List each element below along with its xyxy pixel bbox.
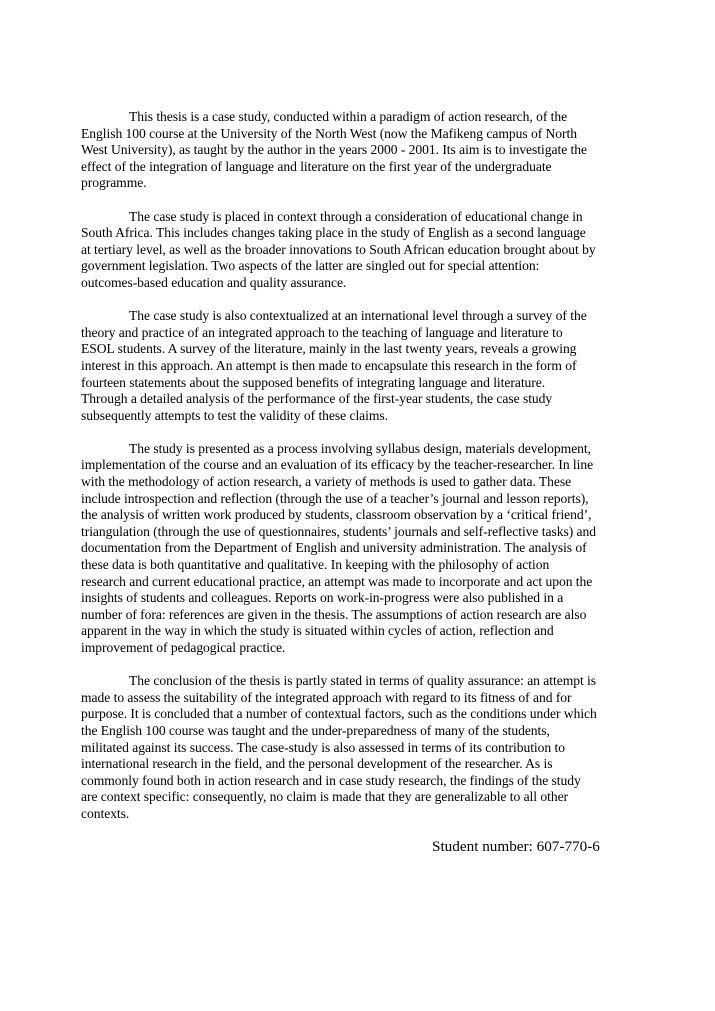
text-line: West University), as taught by the author in the years 2000 - 2001. Its aim is to investigate the bbox=[81, 142, 587, 158]
text-line: interest in this approach. An attempt is then made to encapsulate this research in the form of bbox=[81, 357, 577, 373]
text-line: The conclusion of the thesis is partly stated in terms of quality assurance: an attempt is bbox=[129, 673, 597, 689]
text-line: programme. bbox=[81, 175, 147, 191]
text-line: fourteen statements about the supposed benefits of integrating language and literature. bbox=[81, 374, 546, 390]
text-line: triangulation (through the use of questionnaires, students’ journals and self-reflective tasks) and bbox=[81, 523, 596, 539]
paragraph-conclusion bbox=[81, 673, 641, 822]
text-line: made to assess the suitability of the integrated approach with regard to its fitness of and for bbox=[81, 689, 572, 705]
text-line: This thesis is a case study, conducted within a paradigm of action research, of the bbox=[129, 109, 568, 124]
text-line: contexts. bbox=[81, 805, 130, 821]
text-line: theory and practice of an integrated approach to the teaching of language and literature to bbox=[81, 324, 563, 340]
text-line: research and current educational practice, an attempt was made to incorporate and act upon the bbox=[81, 573, 593, 589]
text-line: The study is presented as a process involving syllabus design, materials development, bbox=[129, 440, 591, 456]
text-line: militated against its success. The case-study is also assessed in terms of its contribution to bbox=[81, 739, 565, 755]
text-line: with the methodology of action research, a variety of methods is used to gather data. These bbox=[81, 474, 572, 490]
text-line: improvement of pedagogical practice. bbox=[81, 640, 286, 655]
text-line: outcomes-based education and quality assurance. bbox=[81, 274, 347, 290]
text-line: the analysis of written work produced by students, classroom observation by a ‘critical friend’, bbox=[81, 507, 592, 523]
text-line: apparent in the way in which the study is situated within cycles of action, reflection and bbox=[81, 623, 554, 639]
text-line: documentation from the Department of English and university administration. The analysis of bbox=[81, 540, 587, 556]
text-line: at tertiary level, as well as the broader innovations to South African education brought about by bbox=[81, 241, 596, 257]
text-line: South Africa. This includes changes taking place in the study of English as a second language bbox=[81, 225, 586, 241]
paragraph-introduction bbox=[81, 109, 641, 192]
text-line: effect of the integration of language and literature on the first year of the undergraduate bbox=[81, 158, 552, 174]
text-line: commonly found both in action research and in case study research, the findings of the study bbox=[81, 772, 581, 788]
text-line: purpose. It is concluded that a number of contextual factors, such as the conditions under which bbox=[81, 706, 597, 722]
text-line: English 100 course at the University of the North West (now the Mafikeng campus of North bbox=[81, 125, 577, 141]
text-line: The case study is placed in context through a consideration of educational change in bbox=[129, 208, 583, 224]
student-number: Student number: 607-770-6 bbox=[432, 838, 600, 855]
text-line: the English 100 course was taught and the under-preparedness of many of the students, bbox=[81, 722, 550, 738]
text-line: these data is both quantitative and qualitative. In keeping with the philosophy of action bbox=[81, 557, 550, 573]
text-line: Through a detailed analysis of the performance of the first-year students, the case study bbox=[81, 391, 553, 407]
text-line: implementation of the course and an evaluation of its efficacy by the teacher-researcher. In line bbox=[81, 457, 594, 473]
abstract-body bbox=[81, 109, 641, 839]
text-line: international research in the field, and the personal development of the researcher. As is bbox=[81, 756, 553, 772]
text-line: ESOL students. A survey of the literature, mainly in the last twenty years, reveals a growing bbox=[81, 341, 577, 357]
paragraph-international-context bbox=[81, 308, 641, 424]
text-line: government legislation. Two aspects of the latter are singled out for special attention: bbox=[81, 258, 540, 274]
text-line: include introspection and reflection (through the use of a teacher’s journal and lesson reports), bbox=[81, 490, 589, 506]
paragraph-methodology bbox=[81, 441, 641, 657]
paragraph-south-african-context bbox=[81, 209, 641, 292]
text-line: subsequently attempts to test the validity of these claims. bbox=[81, 407, 389, 423]
text-line: The case study is also contextualized at an international level through a survey of the bbox=[129, 308, 587, 324]
text-line: number of fora: references are given in the thesis. The assumptions of action research are also bbox=[81, 606, 587, 622]
text-line: insights of students and colleagues. Reports on work-in-progress were also published in a bbox=[81, 590, 564, 606]
text-line: are context specific: consequently, no claim is made that they are generalizable to all other bbox=[81, 789, 569, 805]
